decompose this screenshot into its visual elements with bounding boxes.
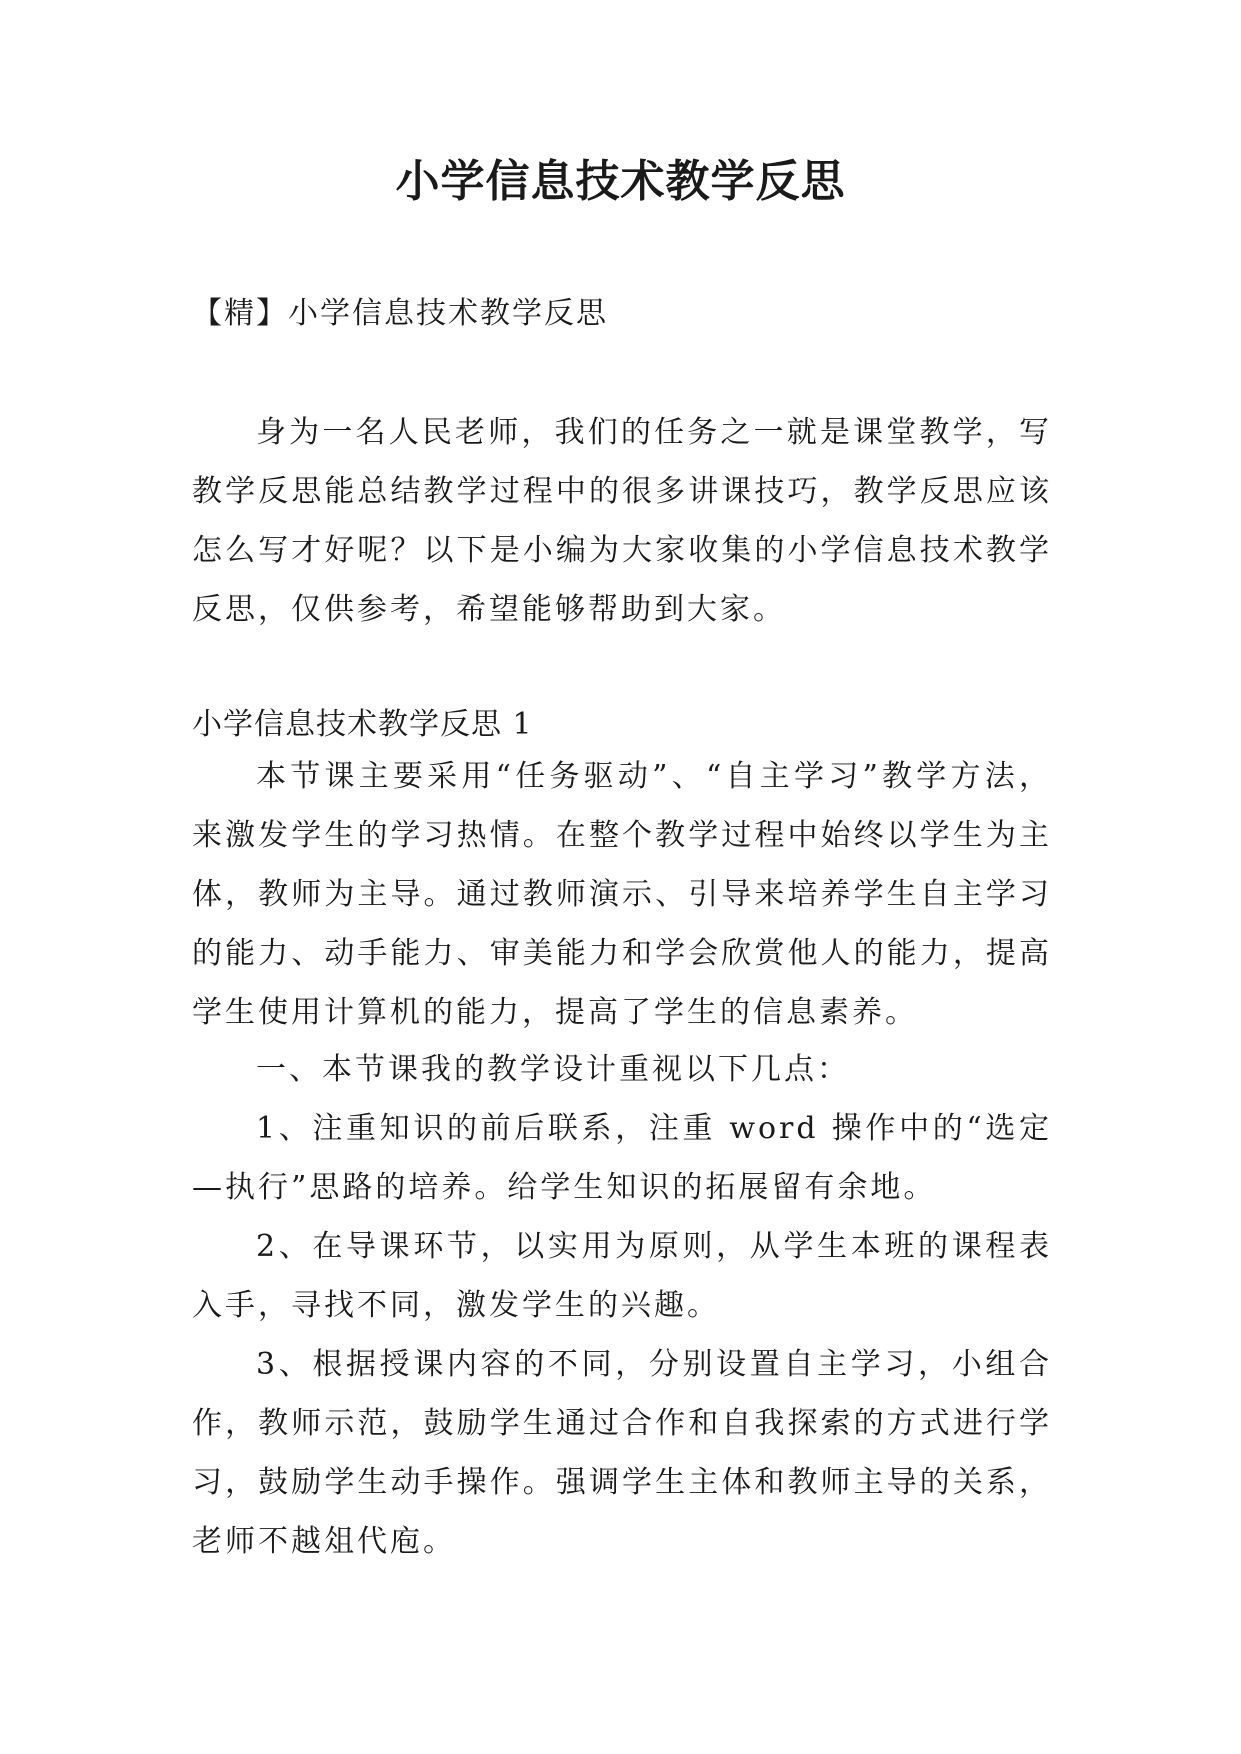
body-paragraph: 2、在导课环节，以实用为原则，从学生本班的课程表入手，寻找不同，激发学生的兴趣。 <box>192 1229 1052 1323</box>
body-paragraph: 1、注重知识的前后联系，注重 word 操作中的“选定—执行”思路的培养。给学生知识的拓展留有余地。 <box>192 1111 1052 1205</box>
body-paragraph: 一、本节课我的教学设计重视以下几点： <box>256 1052 850 1087</box>
body-paragraph: 本节课主要采用“任务驱动”、“自主学习”教学方法，来激发学生的学习热情。在整个教学过程中始终以学生为主体，教师为主导。通过教师演示、引导来培养学生自主学习的能力、动手能力、审美能力和学会欣赏他人的能力，提高学生使用计算机的能力，提高了学生的信息素养。 <box>192 759 1052 1030</box>
section-heading: 小学信息技术教学反思 1 <box>192 707 533 742</box>
document-subtitle: 【精】小学信息技术教学反思 <box>192 296 608 331</box>
body-paragraph: 3、根据授课内容的不同，分别设置自主学习，小组合作，教师示范，鼓励学生通过合作和自我探索的方式进行学习，鼓励学生动手操作。强调学生主体和教师主导的关系，老师不越俎代庖。 <box>192 1347 1052 1559</box>
intro-paragraph: 身为一名人民老师，我们的任务之一就是课堂教学，写教学反思能总结教学过程中的很多讲课技巧，教学反思应该怎么写才好呢？以下是小编为大家收集的小学信息技术教学反思，仅供参考，希望能够帮助到大家。 <box>192 415 1052 627</box>
document-title: 小学信息技术教学反思 <box>395 156 846 207</box>
